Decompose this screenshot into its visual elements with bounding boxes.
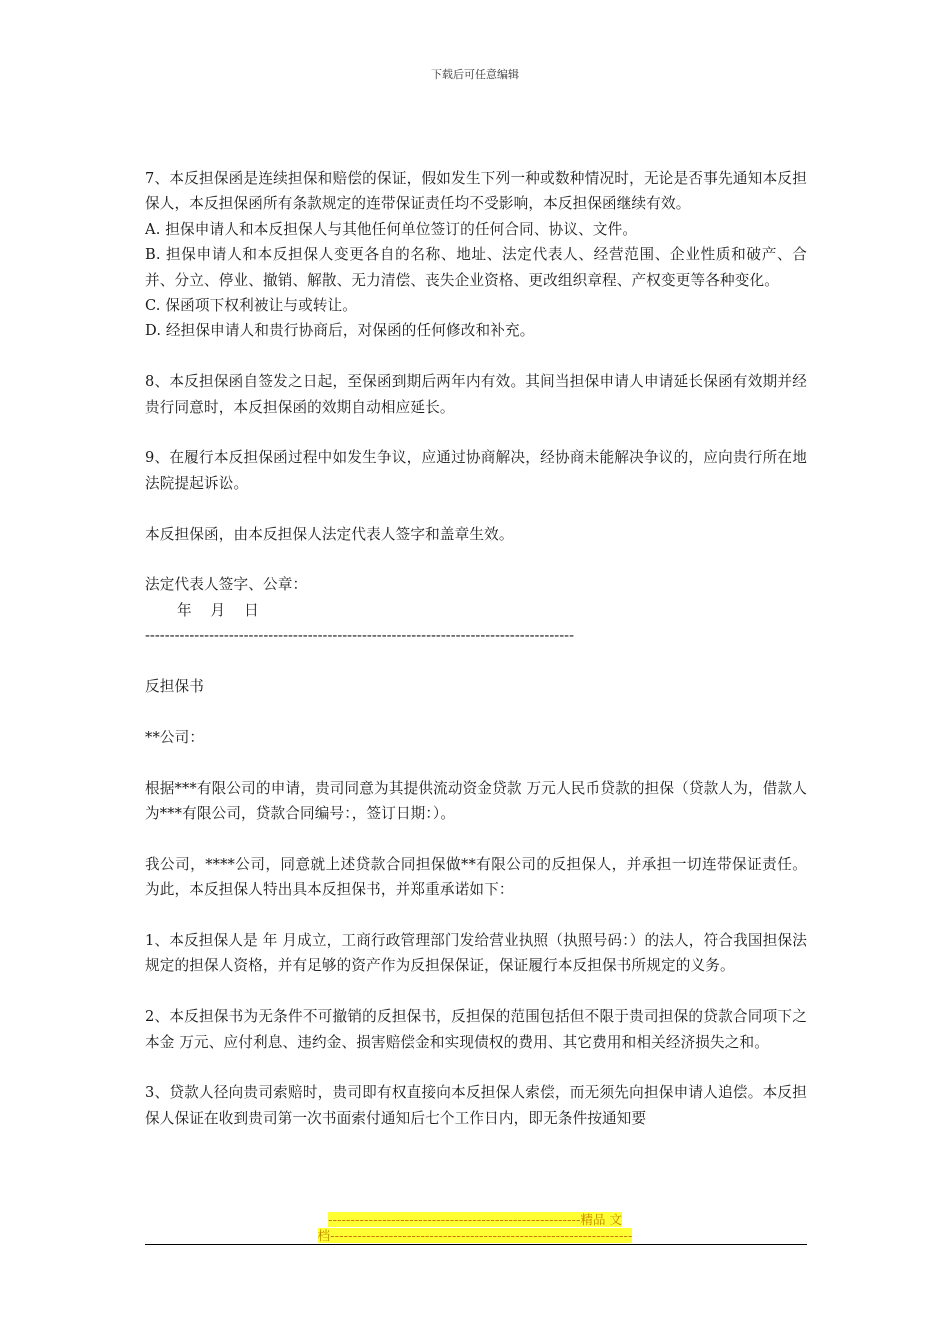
signature-label: 法定代表人签字、公章： [145, 576, 308, 594]
section-divider: --------------------------------------------------------------------------------------- [145, 627, 575, 645]
article-2: 2、本反担保书为无条件不可撤销的反担保书，反担保的范围包括但不限于贵司担保的贷款合同项下之本金 万元、应付利息、违约金、损害赔偿金和实现债权的费用、其它费用和相关经济损失之和。 [145, 1008, 807, 1051]
clause-7-item-b: B. 担保申请人和本反担保人变更各自的名称、地址、法定代表人、经营范围、企业性质和破产、合并、分立、停业、撤销、解散、无力清偿、丧失企业资格、更改组织章程、产权变更等各种变化。 [145, 246, 807, 289]
clause-7-item-a: A. 担保申请人和本反担保人与其他任何单位签订的任何合同、协议、文件。 [145, 220, 638, 238]
footer-rule [145, 1244, 807, 1245]
clause-7: 7、本反担保函是连续担保和赔偿的保证，假如发生下列一种或数种情况时，无论是否事先通知本反担保人，本反担保函所有条款规定的连带保证责任均不受影响，本反担保函继续有效。 [145, 170, 807, 213]
footer-watermark-line-2: 档------------------------------------------------------------------- [317, 1228, 633, 1243]
effectiveness-statement: 本反担保函，由本反担保人法定代表人签字和盖章生效。 [145, 525, 514, 543]
clause-9: 9、在履行本反担保函过程中如发生争议，应通过协商解决，经协商未能解决争议的，应向贵行所在地法院提起诉讼。 [145, 449, 807, 492]
undertaking-paragraph: 我公司，****公司，同意就上述贷款合同担保做**有限公司的反担保人，并承担一切连带保证责任。为此，本反担保人特出具本反担保书，并郑重承诺如下： [145, 855, 807, 899]
date-line: 年 月 日 [177, 601, 259, 619]
article-1: 1、本反担保人是 年 月成立，工商行政管理部门发给营业执照（执照号码：）的法人，符合我国担保法规定的担保人资格，并有足够的资产作为反担保保证，保证履行本反担保书所规定的义务。 [145, 932, 807, 975]
clause-7-item-c: C. 保函项下权利被让与或转让。 [145, 297, 358, 315]
clause-8: 8、本反担保函自签发之日起，至保函到期后两年内有效。其间当担保申请人申请延长保函有效期并经贵行同意时，本反担保函的效期自动相应延长。 [145, 373, 807, 416]
footer-watermark-line-1: --------------------------------------------------------精品 文 [327, 1212, 623, 1227]
document-body [145, 166, 807, 1131]
intro-paragraph: 根据***有限公司的申请，贵司同意为其提供流动资金贷款 万元人民币贷款的担保（贷款人为，借款人为***有限公司，贷款合同编号：，签订日期：）。 [145, 779, 807, 823]
addressee: **公司： [145, 728, 205, 746]
header-note: 下载后可任意编辑 [431, 68, 519, 81]
clause-7-item-d: D. 经担保申请人和贵行协商后，对保函的任何修改和补充。 [145, 322, 535, 340]
section-title: 反担保书 [145, 678, 204, 696]
article-3: 3、贷款人径向贵司索赔时，贵司即有权直接向本反担保人索偿，而无须先向担保申请人追偿。本反担保人保证在收到贵司第一次书面索付通知后七个工作日内，即无条件按通知要 [145, 1084, 807, 1127]
